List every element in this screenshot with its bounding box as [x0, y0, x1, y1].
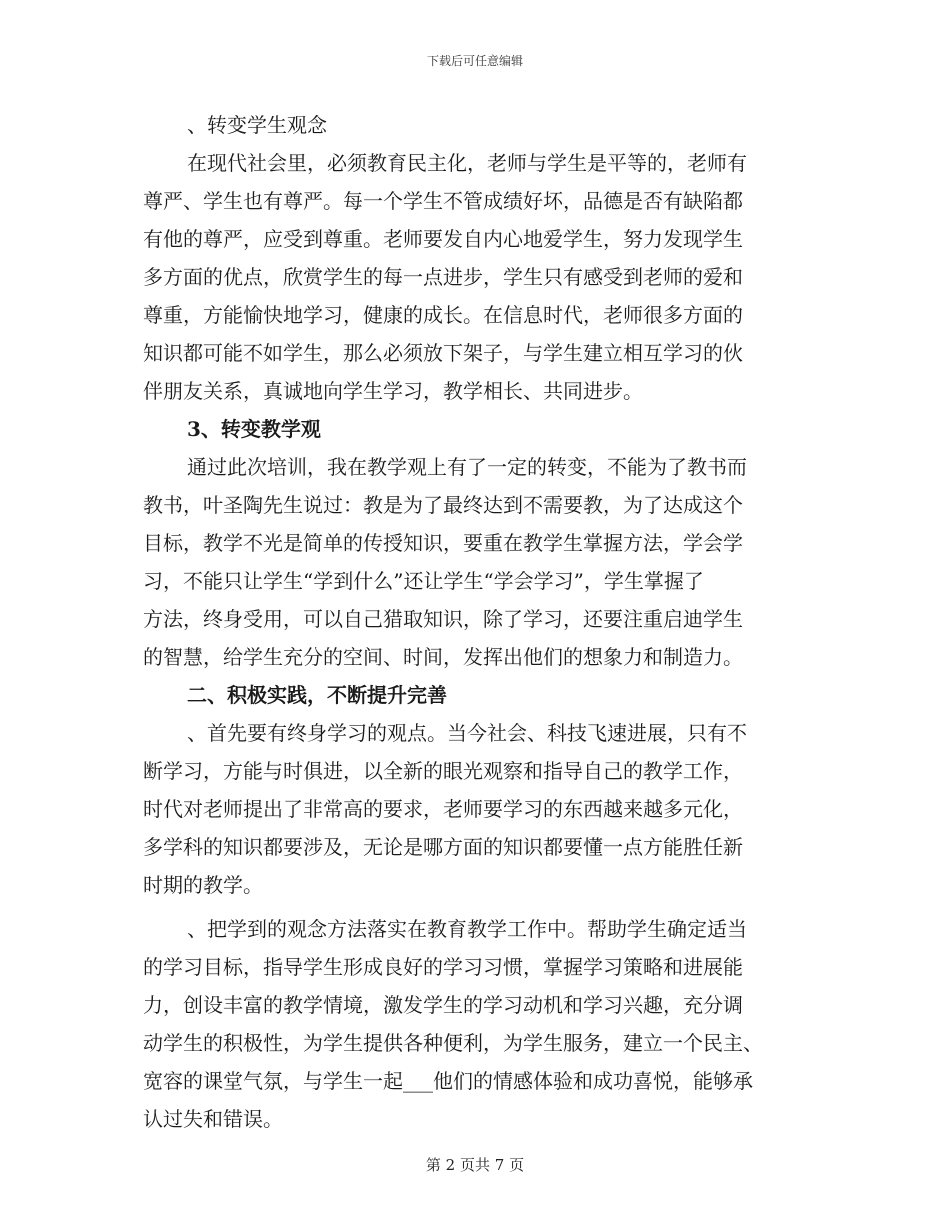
section-heading: 二、积极实践，不断提升完善 — [187, 683, 447, 707]
text-line: 的学习目标，指导学生形成良好的学习习惯，掌握学习策略和进展能 — [143, 955, 743, 979]
text-line: 时代对老师提出了非常高的要求，老师要学习的东西越来越多元化， — [143, 797, 743, 821]
text-line: 的智慧，给学生充分的空间、时间，发挥出他们的想象力和制造力。 — [143, 645, 743, 669]
section-heading: 3、转变教学观 — [187, 417, 321, 441]
document-body — [143, 106, 803, 1138]
text-line: 时期的教学。 — [143, 873, 263, 897]
text-line: 目标，教学不光是简单的传授知识，要重在教学生掌握方法，学会学 — [143, 531, 743, 555]
text-line: 在现代社会里，必须教育民主化，老师与学生是平等的，老师有 — [187, 151, 747, 175]
text-line: 断学习，方能与时俱进，以全新的眼光观察和指导自己的教学工作， — [143, 759, 743, 783]
text-line: 多学科的知识都要涉及，无论是哪方面的知识都要懂一点方能胜任新 — [143, 835, 743, 859]
text-line: 、首先要有终身学习的观点。当今社会、科技飞速进展，只有不 — [187, 721, 747, 745]
text-line: 、转变学生观念 — [187, 113, 327, 137]
text-line: 力，创设丰富的教学情境，激发学生的学习动机和学习兴趣，充分调 — [143, 993, 743, 1017]
text-line: 知识都可能不如学生，那么必须放下架子，与学生建立相互学习的伙 — [143, 341, 743, 365]
text-line: 认过失和错误。 — [143, 1107, 283, 1131]
text-line: 尊严、学生也有尊严。每一个学生不管成绩好坏，品德是否有缺陷都 — [143, 189, 743, 213]
text-line: 习，不能只让学生“学到什么”还让学生“学会学习”，学生掌握了 — [143, 569, 704, 593]
text-line: 教书，叶圣陶先生说过：教是为了最终达到不需要教，为了达成这个 — [143, 493, 743, 517]
page-footer: 第 2 页共 7 页 — [425, 1156, 525, 1174]
text-line: 尊重，方能愉快地学习，健康的成长。在信息时代，老师很多方面的 — [143, 303, 743, 327]
text-line: 多方面的优点，欣赏学生的每一点进步，学生只有感受到老师的爱和 — [143, 265, 743, 289]
text-line: 有他的尊严，应受到尊重。老师要发自内心地爱学生，努力发现学生 — [143, 227, 743, 251]
text-line: 通过此次培训，我在教学观上有了一定的转变，不能为了教书而 — [187, 455, 747, 479]
text-line: 、把学到的观念方法落实在教育教学工作中。帮助学生确定适当 — [187, 917, 747, 941]
text-line: 方法，终身受用，可以自己猎取知识，除了学习，还要注重启迪学生 — [143, 607, 743, 631]
text-line: 宽容的课堂气氛，与学生一起___他们的情感体验和成功喜悦，能够承 — [143, 1069, 753, 1093]
text-line: 动学生的积极性，为学生提供各种便利，为学生服务，建立一个民主、 — [143, 1031, 763, 1055]
text-line: 伴朋友关系，真诚地向学生学习，教学相长、共同进步。 — [143, 379, 643, 403]
page-header: 下载后可任意编辑 — [426, 54, 523, 68]
